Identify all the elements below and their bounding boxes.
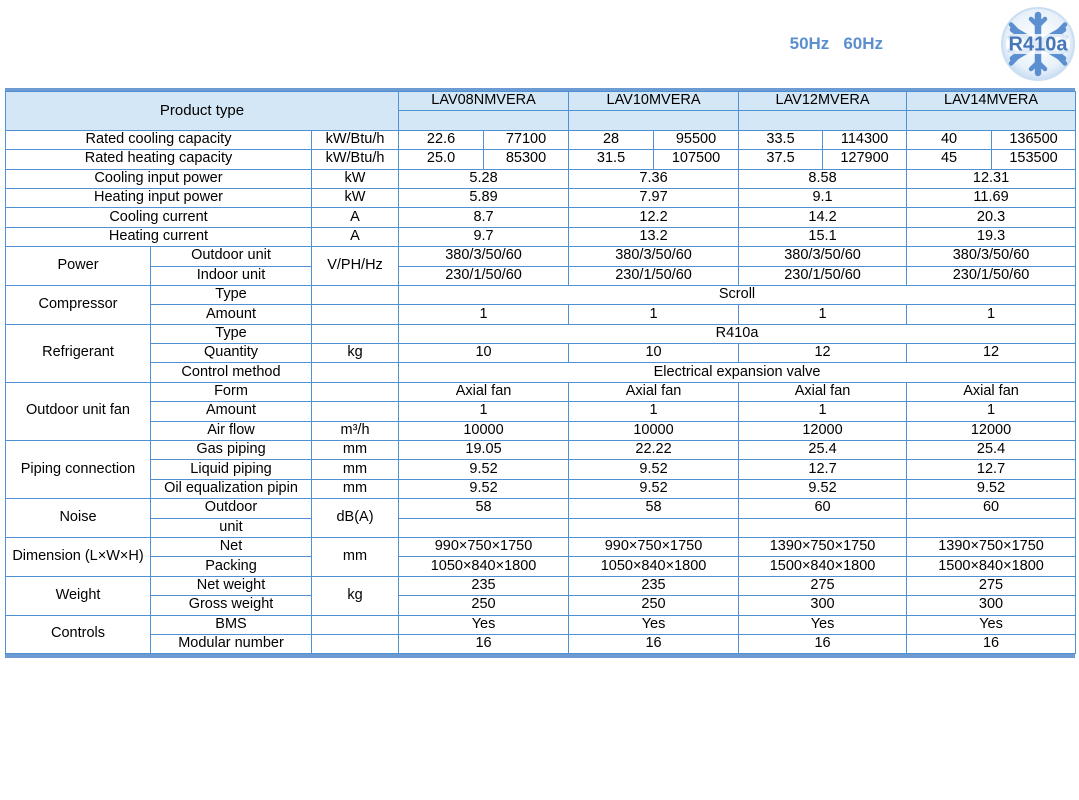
- sub-label-cell: Control method: [151, 363, 312, 382]
- sub-label-cell: Liquid piping: [151, 460, 312, 479]
- value-cell: 12: [739, 344, 907, 363]
- value-cell: 9.52: [907, 479, 1076, 498]
- table-row: [6, 285, 1076, 304]
- unit-cell: A: [312, 208, 399, 227]
- spec-table-body: [6, 92, 1076, 654]
- value-cell: 250: [569, 596, 739, 615]
- value-cell: Yes: [907, 615, 1076, 634]
- sub-label-cell: Gas piping: [151, 441, 312, 460]
- unit-cell: mm: [312, 479, 399, 498]
- table-row: [6, 441, 1076, 460]
- category-cell: Outdoor unit fan: [6, 382, 151, 440]
- value-cell: 33.5: [739, 130, 823, 149]
- unit-cell: mm: [312, 537, 399, 576]
- value-cell: 9.52: [399, 479, 569, 498]
- value-cell: 12: [907, 344, 1076, 363]
- row-label-cell: Heating current: [6, 227, 312, 246]
- table-row: [6, 382, 1076, 401]
- value-cell: 8.7: [399, 208, 569, 227]
- unit-cell: kW/Btu/h: [312, 130, 399, 149]
- value-cell: 16: [907, 634, 1076, 653]
- value-cell: 300: [739, 596, 907, 615]
- value-cell: 58: [569, 499, 739, 518]
- table-row: [6, 557, 1076, 576]
- table-row: [6, 615, 1076, 634]
- value-cell: 1: [907, 305, 1076, 324]
- value-cell: 1050×840×1800: [569, 557, 739, 576]
- value-cell: 12.7: [739, 460, 907, 479]
- value-cell: 127900: [823, 150, 907, 169]
- table-row: [6, 227, 1076, 246]
- value-cell: 16: [739, 634, 907, 653]
- value-cell: Yes: [399, 615, 569, 634]
- table-row: [6, 402, 1076, 421]
- value-cell: 9.7: [399, 227, 569, 246]
- value-cell: 22.22: [569, 441, 739, 460]
- value-cell: 10: [399, 344, 569, 363]
- table-row: [6, 130, 1076, 149]
- unit-cell: [312, 615, 399, 634]
- table-row: [6, 324, 1076, 343]
- value-cell: 7.97: [569, 188, 739, 207]
- value-cell: Axial fan: [569, 382, 739, 401]
- table-row: [6, 169, 1076, 188]
- value-cell: 12000: [739, 421, 907, 440]
- unit-cell: [312, 402, 399, 421]
- value-cell: 250: [399, 596, 569, 615]
- value-cell: 9.52: [569, 460, 739, 479]
- value-cell: 114300: [823, 130, 907, 149]
- value-cell: 12.2: [569, 208, 739, 227]
- value-cell: Axial fan: [739, 382, 907, 401]
- value-cell: 380/3/50/60: [907, 247, 1076, 266]
- value-cell: 10000: [399, 421, 569, 440]
- sub-label-cell: Amount: [151, 402, 312, 421]
- value-cell: 8.58: [739, 169, 907, 188]
- value-cell: 9.1: [739, 188, 907, 207]
- value-cell: 380/3/50/60: [569, 247, 739, 266]
- sub-label-cell: Outdoor unit: [151, 247, 312, 266]
- table-row: [6, 247, 1076, 266]
- value-cell: 10: [569, 344, 739, 363]
- product-header-cell: LAV10MVERA: [569, 92, 739, 111]
- product-header-cell: LAV12MVERA: [739, 92, 907, 111]
- value-cell: 14.2: [739, 208, 907, 227]
- value-cell: 22.6: [399, 130, 484, 149]
- header-spacer-cell: [399, 111, 569, 130]
- value-cell: 380/3/50/60: [399, 247, 569, 266]
- value-cell: 12.31: [907, 169, 1076, 188]
- unit-cell: [312, 363, 399, 382]
- value-cell: [907, 518, 1076, 537]
- row-label-cell: Rated cooling capacity: [6, 130, 312, 149]
- table-row: [6, 150, 1076, 169]
- value-cell: Scroll: [399, 285, 1076, 304]
- sub-label-cell: Net: [151, 537, 312, 556]
- category-cell: Power: [6, 247, 151, 286]
- value-cell: 1: [739, 305, 907, 324]
- value-cell: 1500×840×1800: [907, 557, 1076, 576]
- value-cell: 1390×750×1750: [739, 537, 907, 556]
- sub-label-cell: Indoor unit: [151, 266, 312, 285]
- table-row: [6, 460, 1076, 479]
- sub-label-cell: Type: [151, 324, 312, 343]
- category-cell: Dimension (L×W×H): [6, 537, 151, 576]
- unit-cell: kg: [312, 576, 399, 615]
- value-cell: 1050×840×1800: [399, 557, 569, 576]
- value-cell: 40: [907, 130, 992, 149]
- value-cell: 9.52: [399, 460, 569, 479]
- table-row: [6, 537, 1076, 556]
- product-header-cell: LAV14MVERA: [907, 92, 1076, 111]
- value-cell: 380/3/50/60: [739, 247, 907, 266]
- value-cell: R410a: [399, 324, 1076, 343]
- value-cell: 9.52: [739, 479, 907, 498]
- value-cell: 300: [907, 596, 1076, 615]
- category-cell: Controls: [6, 615, 151, 654]
- unit-cell: dB(A): [312, 499, 399, 538]
- value-cell: 25.4: [907, 441, 1076, 460]
- unit-cell: mm: [312, 460, 399, 479]
- value-cell: 1390×750×1750: [907, 537, 1076, 556]
- table-row: [6, 421, 1076, 440]
- value-cell: Axial fan: [907, 382, 1076, 401]
- value-cell: 31.5: [569, 150, 654, 169]
- value-cell: 153500: [992, 150, 1076, 169]
- value-cell: 19.3: [907, 227, 1076, 246]
- unit-cell: V/PH/Hz: [312, 247, 399, 286]
- sub-label-cell: Quantity: [151, 344, 312, 363]
- category-cell: Piping connection: [6, 441, 151, 499]
- freq-50hz-label: 50Hz: [789, 34, 830, 53]
- table-row: [6, 518, 1076, 537]
- value-cell: 77100: [484, 130, 569, 149]
- unit-cell: kW: [312, 188, 399, 207]
- freq-60hz-label: 60Hz: [843, 34, 883, 53]
- value-cell: 19.05: [399, 441, 569, 460]
- value-cell: 60: [907, 499, 1076, 518]
- value-cell: 235: [569, 576, 739, 595]
- sub-label-cell: Net weight: [151, 576, 312, 595]
- value-cell: Yes: [569, 615, 739, 634]
- table-row: [6, 634, 1076, 653]
- row-label-cell: Cooling current: [6, 208, 312, 227]
- value-cell: 1: [739, 402, 907, 421]
- value-cell: 1: [569, 402, 739, 421]
- value-cell: 230/1/50/60: [569, 266, 739, 285]
- value-cell: 5.28: [399, 169, 569, 188]
- sub-label-cell: Type: [151, 285, 312, 304]
- value-cell: 1500×840×1800: [739, 557, 907, 576]
- value-cell: 95500: [654, 130, 739, 149]
- badge-text: R410a: [1008, 33, 1068, 56]
- table-row: [6, 266, 1076, 285]
- unit-cell: kg: [312, 344, 399, 363]
- value-cell: Axial fan: [399, 382, 569, 401]
- sub-label-cell: Packing: [151, 557, 312, 576]
- value-cell: 275: [907, 576, 1076, 595]
- value-cell: 25.0: [399, 150, 484, 169]
- value-cell: 7.36: [569, 169, 739, 188]
- sub-label-cell: unit: [151, 518, 312, 537]
- frequency-labels: [790, 34, 883, 54]
- r410a-badge: [1000, 6, 1076, 82]
- value-cell: 5.89: [399, 188, 569, 207]
- value-cell: [739, 518, 907, 537]
- sub-label-cell: Air flow: [151, 421, 312, 440]
- header-spacer-cell: [569, 111, 739, 130]
- value-cell: 28: [569, 130, 654, 149]
- value-cell: 37.5: [739, 150, 823, 169]
- snowflake-icon: [1000, 6, 1076, 82]
- header-spacer-cell: [907, 111, 1076, 130]
- row-label-cell: Cooling input power: [6, 169, 312, 188]
- header-spacer-cell: [739, 111, 907, 130]
- table-row: [6, 499, 1076, 518]
- value-cell: [569, 518, 739, 537]
- value-cell: 1: [399, 305, 569, 324]
- value-cell: 10000: [569, 421, 739, 440]
- value-cell: 1: [399, 402, 569, 421]
- sub-label-cell: Oil equalization pipin: [151, 479, 312, 498]
- value-cell: 9.52: [569, 479, 739, 498]
- value-cell: 25.4: [739, 441, 907, 460]
- unit-cell: [312, 324, 399, 343]
- category-cell: Compressor: [6, 285, 151, 324]
- table-row: [6, 92, 1076, 111]
- value-cell: Yes: [739, 615, 907, 634]
- sub-label-cell: Outdoor: [151, 499, 312, 518]
- value-cell: 230/1/50/60: [739, 266, 907, 285]
- table-row: [6, 576, 1076, 595]
- value-cell: 1: [907, 402, 1076, 421]
- row-label-cell: Rated heating capacity: [6, 150, 312, 169]
- sub-label-cell: Form: [151, 382, 312, 401]
- value-cell: 12000: [907, 421, 1076, 440]
- table-row: [6, 208, 1076, 227]
- value-cell: 15.1: [739, 227, 907, 246]
- value-cell: 1: [569, 305, 739, 324]
- table-row: [6, 596, 1076, 615]
- value-cell: 60: [739, 499, 907, 518]
- value-cell: [399, 518, 569, 537]
- spec-table: [5, 91, 1076, 654]
- value-cell: 20.3: [907, 208, 1076, 227]
- unit-cell: mm: [312, 441, 399, 460]
- sub-label-cell: BMS: [151, 615, 312, 634]
- value-cell: 85300: [484, 150, 569, 169]
- product-type-header: Product type: [6, 92, 399, 131]
- value-cell: 990×750×1750: [399, 537, 569, 556]
- spec-table-container: [5, 88, 1075, 658]
- unit-cell: [312, 285, 399, 304]
- value-cell: 107500: [654, 150, 739, 169]
- table-row: [6, 305, 1076, 324]
- value-cell: 45: [907, 150, 992, 169]
- table-row: [6, 363, 1076, 382]
- row-label-cell: Heating input power: [6, 188, 312, 207]
- value-cell: 58: [399, 499, 569, 518]
- unit-cell: [312, 305, 399, 324]
- value-cell: 275: [739, 576, 907, 595]
- unit-cell: A: [312, 227, 399, 246]
- value-cell: 16: [569, 634, 739, 653]
- page-header: [0, 0, 1079, 86]
- value-cell: 13.2: [569, 227, 739, 246]
- value-cell: 11.69: [907, 188, 1076, 207]
- value-cell: 136500: [992, 130, 1076, 149]
- value-cell: Electrical expansion valve: [399, 363, 1076, 382]
- category-cell: Noise: [6, 499, 151, 538]
- table-row: [6, 188, 1076, 207]
- category-cell: Refrigerant: [6, 324, 151, 382]
- sub-label-cell: Gross weight: [151, 596, 312, 615]
- value-cell: 235: [399, 576, 569, 595]
- table-row: [6, 344, 1076, 363]
- unit-cell: kW: [312, 169, 399, 188]
- value-cell: 230/1/50/60: [907, 266, 1076, 285]
- product-header-cell: LAV08NMVERA: [399, 92, 569, 111]
- unit-cell: [312, 634, 399, 653]
- unit-cell: m³/h: [312, 421, 399, 440]
- value-cell: 990×750×1750: [569, 537, 739, 556]
- value-cell: 12.7: [907, 460, 1076, 479]
- value-cell: 230/1/50/60: [399, 266, 569, 285]
- table-row: [6, 479, 1076, 498]
- sub-label-cell: Modular number: [151, 634, 312, 653]
- unit-cell: [312, 382, 399, 401]
- unit-cell: kW/Btu/h: [312, 150, 399, 169]
- value-cell: 16: [399, 634, 569, 653]
- sub-label-cell: Amount: [151, 305, 312, 324]
- category-cell: Weight: [6, 576, 151, 615]
